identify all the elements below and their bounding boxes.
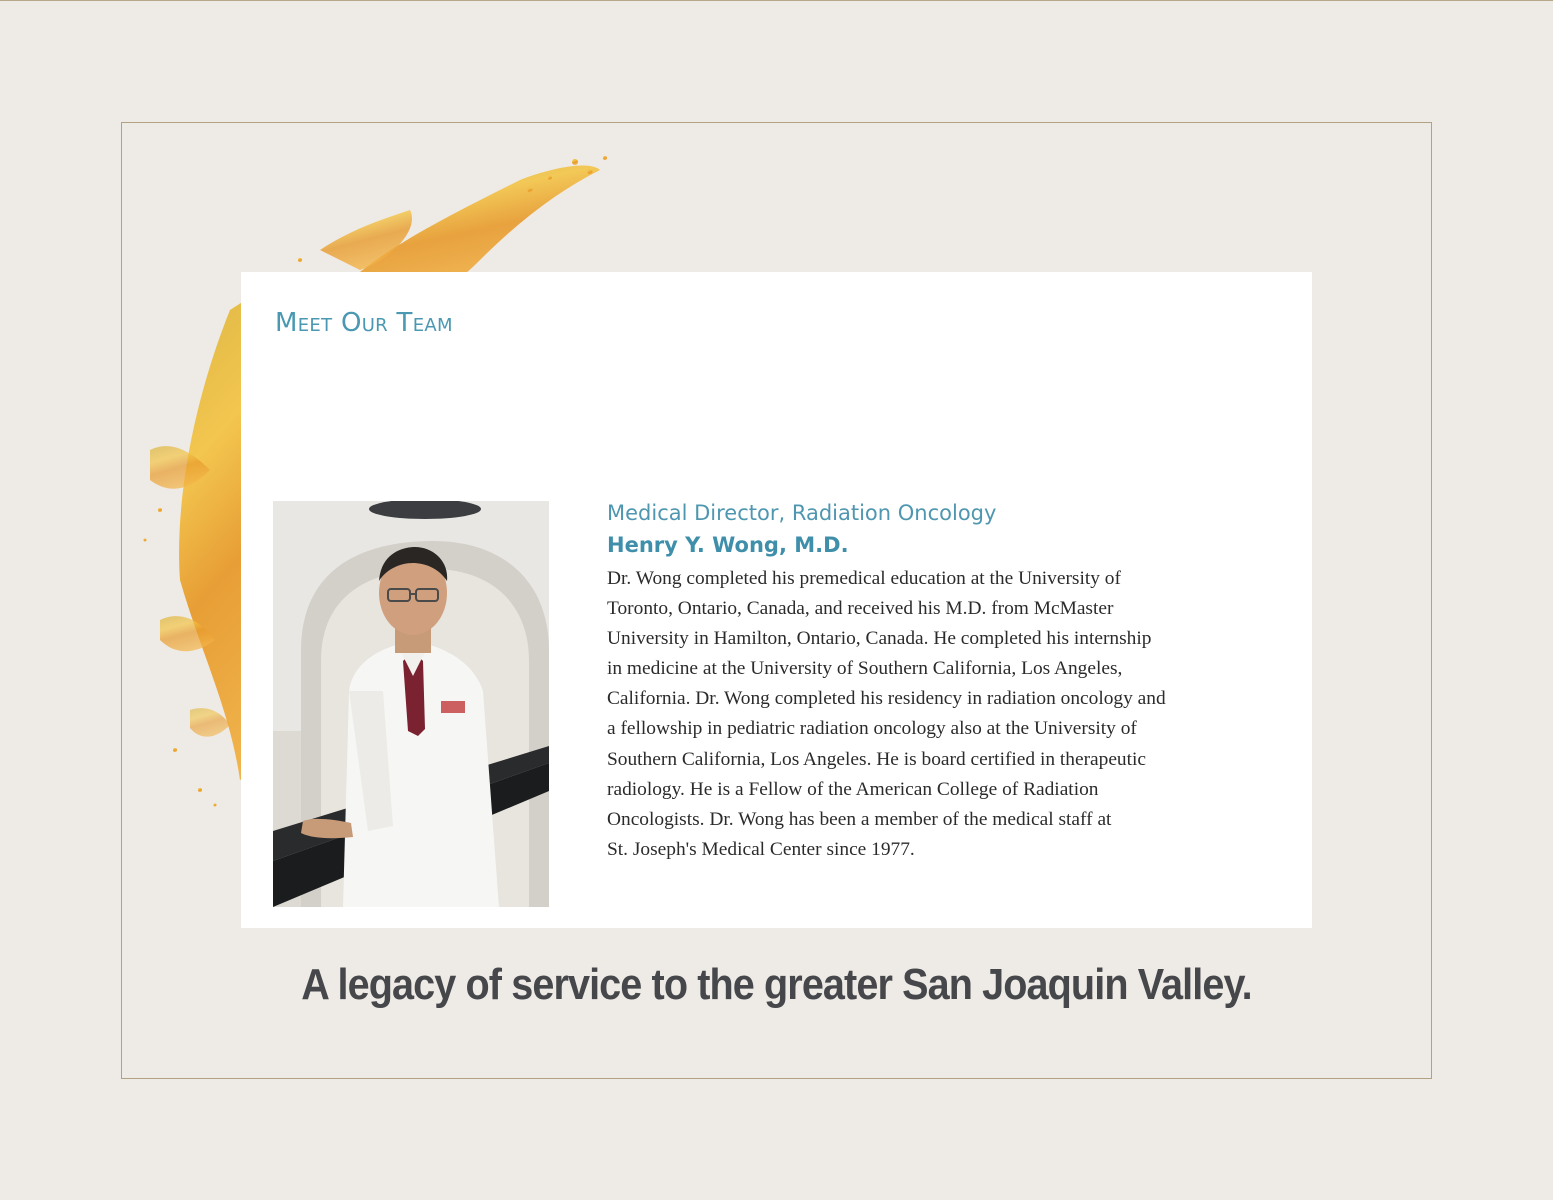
bio-text [607, 564, 1307, 865]
bio-line: in medicine at the University of Southern California, Los Angeles, [607, 658, 1123, 680]
bio-line: Oncologists. Dr. Wong has been a member of the medical staff at [607, 808, 1112, 830]
bio-line: California. Dr. Wong completed his residency in radiation oncology and [607, 688, 1166, 710]
doctor-bio [607, 498, 1307, 865]
bio-line: University in Hamilton, Ontario, Canada. He completed his internship [607, 628, 1152, 650]
tagline: A legacy of service to the greater San Joaquin Valley. [301, 960, 1252, 1009]
bio-line: St. Joseph's Medical Center since 1977. [607, 838, 915, 860]
doctor-name: Henry Y. Wong, M.D. [607, 533, 849, 557]
doctor-role: Medical Director, Radiation Oncology [607, 501, 997, 525]
doctor-photo [273, 501, 549, 907]
bio-line: Southern California, Los Angeles. He is board certified in therapeutic [607, 748, 1147, 770]
bio-line: a fellowship in pediatric radiation oncology also at the University of [607, 718, 1137, 740]
team-profile-card [241, 272, 1312, 928]
bio-line: Toronto, Ontario, Canada, and received his M.D. from McMaster [607, 598, 1114, 620]
bio-line: Dr. Wong completed his premedical education at the University of [607, 568, 1121, 589]
section-title: Meet Our Team [275, 308, 453, 338]
top-rule [0, 0, 1553, 1]
bio-line: radiology. He is a Fellow of the American College of Radiation [607, 778, 1099, 800]
